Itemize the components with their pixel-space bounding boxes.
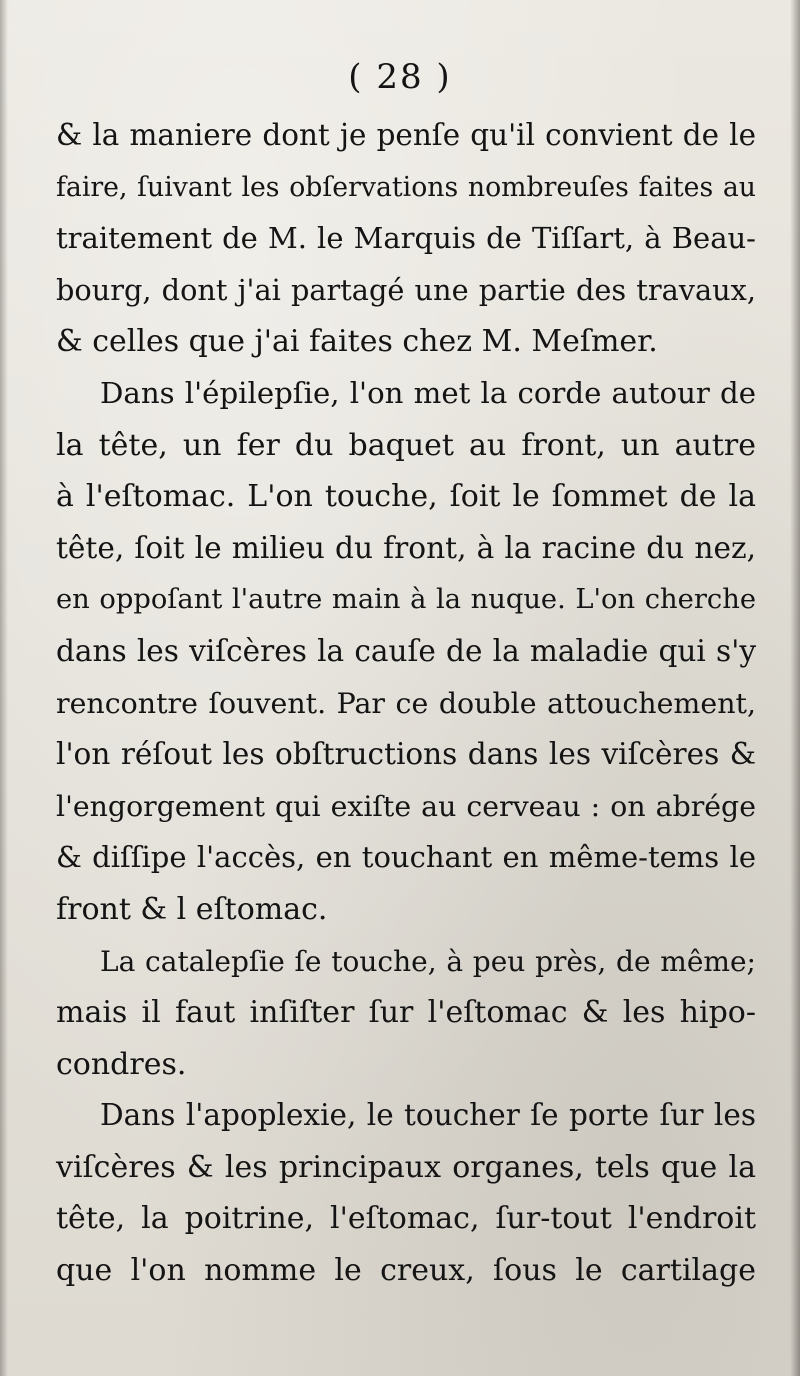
text-line: rencontre ſouvent. Par ce double attouchement, [56, 686, 756, 720]
text-line: Dans l'apoplexie, le toucher ſe porte ſur les [100, 1098, 756, 1133]
text-line: mais il faut inſiſter ſur l'eſtomac & les hipo- [56, 995, 756, 1031]
text-line: la tête, un fer du baquet au front, un autre [56, 427, 756, 463]
text-line: & la maniere dont je penſe qu'il convient de le [56, 118, 756, 152]
text-line: traitement de M. le Marquis de Tiſſart, à Beau- [56, 221, 756, 256]
text-line: en oppoſant l'autre main à la nuque. L'on cherche [56, 584, 756, 616]
text-line: faire, ſuivant les obſervations nombreuſes faites au [56, 171, 756, 203]
text-line: l'on réſout les obſtructions dans les viſcères & [56, 737, 756, 772]
text-line: La catalepſie ſe touche, à peu près, de même; [100, 944, 756, 978]
page-left-shadow [0, 0, 8, 1376]
text-line: tête, ſoit le milieu du front, à la racine du nez, [56, 530, 756, 565]
text-line: front & l eſtomac. [56, 891, 328, 927]
text-line: que l'on nomme le creux, ſous le cartilage [56, 1253, 756, 1289]
text-line: condres. [56, 1046, 187, 1082]
text-line: Dans l'épilepſie, l'on met la corde autour de [100, 375, 756, 410]
text-line: & diſſipe l'accès, en touchant en même-tems le [56, 840, 756, 875]
text-line: dans les viſcères la cauſe de la maladie qui s'y [56, 633, 756, 668]
text-line: tête, la poitrine, l'eſtomac, ſur-tout l'endroit [56, 1201, 756, 1237]
page-right-shadow [790, 0, 800, 1376]
page-number: ( 28 ) [348, 57, 452, 97]
text-line: viſcères & les principaux organes, tels que la [56, 1149, 756, 1185]
text-line: & celles que j'ai faites chez M. Meſmer. [56, 324, 658, 360]
text-line: l'engorgement qui exiſte au cerveau : on abrége [56, 789, 756, 823]
body-text [56, 110, 756, 1297]
text-line: à l'eſtomac. L'on touche, ſoit le ſommet de la [56, 479, 756, 515]
text-line: bourg, dont j'ai partagé une partie des travaux, [56, 272, 756, 307]
